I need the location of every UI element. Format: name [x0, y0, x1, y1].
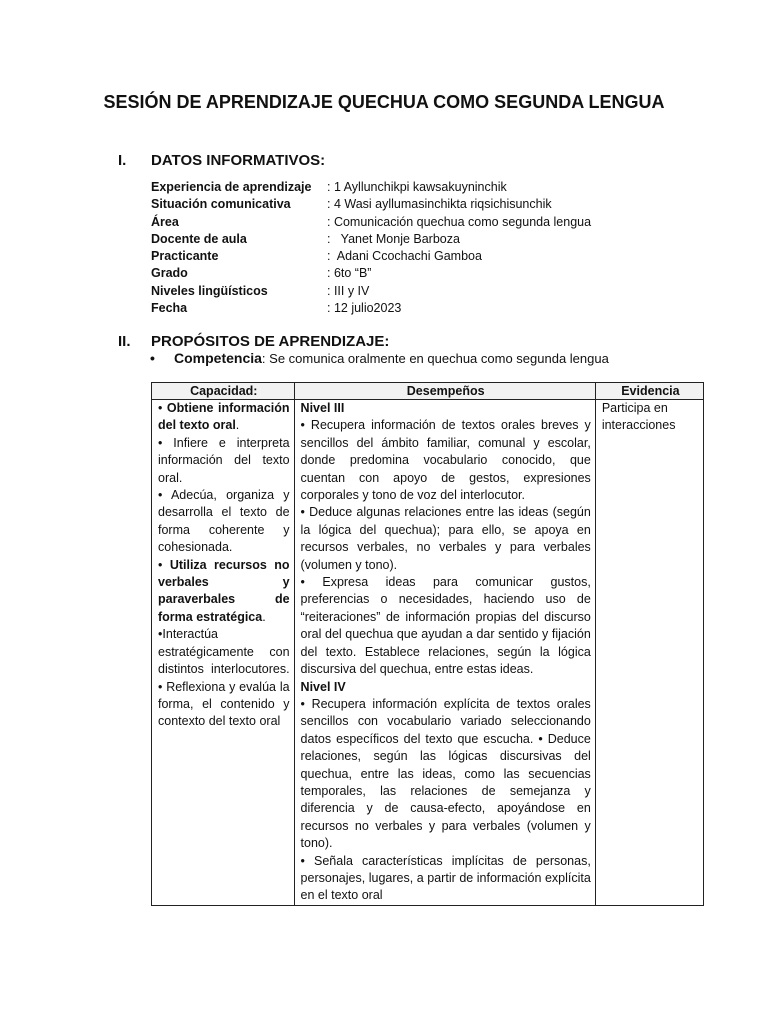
- capacidad-item: [158, 400, 290, 435]
- desempeno-item: • Recupera información de textos orales breves y sencillos del ámbito familiar, comunal y escolar, donde predomina vocabulario conocido, que cuentan con apoyo de gestos, expresiones corporales y tono de voz del interlocutor.: [300, 418, 591, 503]
- desempenos-cell: [294, 400, 595, 906]
- header-evidencia: Evidencia: [595, 383, 703, 400]
- info-row: [151, 248, 591, 265]
- info-value: : 4 Wasi ayllumasinchikta riqsichisunchik: [327, 197, 552, 212]
- info-label: Docente de aula: [151, 231, 247, 246]
- capacidad-text: Interactúa estratégicamente con distintos interlocutores.: [158, 627, 290, 677]
- bullet-icon: •: [158, 679, 167, 694]
- info-label: Área: [151, 214, 179, 229]
- capacidad-text: Adecúa, organiza y desarrolla el texto de forma coherente y cohesionada.: [158, 488, 290, 555]
- info-row: [151, 300, 591, 317]
- info-label: Situación comunicativa: [151, 197, 291, 212]
- section-title: DATOS INFORMATIVOS:: [151, 152, 326, 169]
- bullet-icon: •: [158, 627, 163, 642]
- capacidad-item: [158, 626, 290, 730]
- info-value: : 1 Ayllunchikpi kawsakuyninchik: [327, 180, 507, 194]
- info-label: Practicante: [151, 249, 219, 264]
- info-label: Niveles lingüísticos: [151, 283, 268, 298]
- section-number: II.: [118, 333, 131, 350]
- capacidad-item: [158, 487, 290, 557]
- info-label: Fecha: [151, 301, 188, 316]
- section-propositos: [118, 333, 389, 350]
- bullet-icon: •: [150, 350, 155, 366]
- desempeno-item: • Deduce algunas relaciones entre las ideas (según la lógica del quechua); para ello, se apoya en recursos verbales, no verbales y para verbales (volumen y tono).: [300, 505, 591, 572]
- info-value: : Yanet Monje Barboza: [327, 231, 460, 246]
- table-header-row: [152, 383, 704, 400]
- capacidad-item: [158, 435, 290, 487]
- competencia-line: [150, 350, 609, 366]
- capacidad-text: Obtiene información del texto oral: [158, 401, 290, 433]
- info-row: [151, 196, 591, 213]
- capacidad-end: .: [262, 609, 266, 624]
- capacidades-cell: [152, 400, 295, 906]
- info-row: [151, 214, 591, 231]
- info-label: Grado: [151, 266, 188, 281]
- desempeno-item: • Expresa ideas para comunicar gustos, preferencias o necesidades, haciendo uso de “reiteraciones” de información propias del discurso oral del quechua que ayudan a dar sentido y fijación del texto. Establece relaciones, según la lógica discursiva del quechua, entre estas ideas.: [300, 575, 591, 677]
- capacidad-text: Infiere e interpreta información del texto oral.: [158, 435, 290, 485]
- info-value: : Adani Ccochachi Gamboa: [327, 249, 482, 264]
- bullet-icon: •: [158, 488, 171, 503]
- info-value: : III y IV: [327, 283, 370, 298]
- nivel-title: Nivel IV: [300, 679, 346, 694]
- info-row: [151, 179, 591, 196]
- table-row: [152, 400, 704, 906]
- bullet-icon: •: [158, 401, 167, 415]
- capacidad-text: Reflexiona y evalúa la forma, el contenido y contexto del texto oral: [158, 679, 290, 729]
- info-value: : Comunicación quechua como segunda lengua: [327, 214, 592, 229]
- learning-table: [151, 382, 704, 906]
- info-row: [151, 265, 591, 282]
- document-title: SESIÓN DE APRENDIZAJE QUECHUA COMO SEGUNDA LENGUA: [103, 92, 665, 112]
- evidencia-cell: Participa en interacciones: [595, 400, 703, 906]
- info-value: : 6to “B”: [327, 266, 372, 281]
- nivel-title: Nivel III: [300, 401, 345, 415]
- desempeno-item: • Señala características implícitas de personas, personajes, lugares, a partir de información explícita en el texto oral: [300, 853, 591, 903]
- capacidad-item: [158, 557, 290, 627]
- info-row: [151, 283, 591, 300]
- section-number: I.: [118, 152, 127, 169]
- section-datos-informativos: [118, 152, 325, 169]
- info-list: [151, 179, 591, 317]
- info-label: Experiencia de aprendizaje: [151, 180, 312, 194]
- info-row: [151, 231, 591, 248]
- info-value: : 12 julio2023: [327, 301, 402, 316]
- desempeno-item: • Recupera información explícita de textos orales sencillos con vocabulario variado seleccionando datos específicos del texto que escucha. • Deduce relaciones, según las lógicas discursivas del quechua, entre las ideas, como las secuencias temporales, las relaciones de semejanza y diferencia y de causa-efecto, apoyándose en recursos no verbales y para verbales (volumen y tono).: [300, 696, 591, 851]
- bullet-icon: •: [158, 435, 174, 450]
- bullet-icon: •: [158, 557, 170, 572]
- competencia-label: Competencia: [174, 350, 262, 366]
- capacidad-end: .: [235, 418, 240, 433]
- header-desempenos: Desempeños: [294, 383, 595, 400]
- section-title: PROPÓSITOS DE APRENDIZAJE:: [151, 333, 390, 350]
- competencia-text: : Se comunica oralmente en quechua como segunda lengua: [261, 351, 609, 366]
- header-capacidad: Capacidad:: [152, 383, 295, 400]
- capacidad-text: Utiliza recursos no verbales y paraverbales de forma estratégica: [158, 557, 290, 624]
